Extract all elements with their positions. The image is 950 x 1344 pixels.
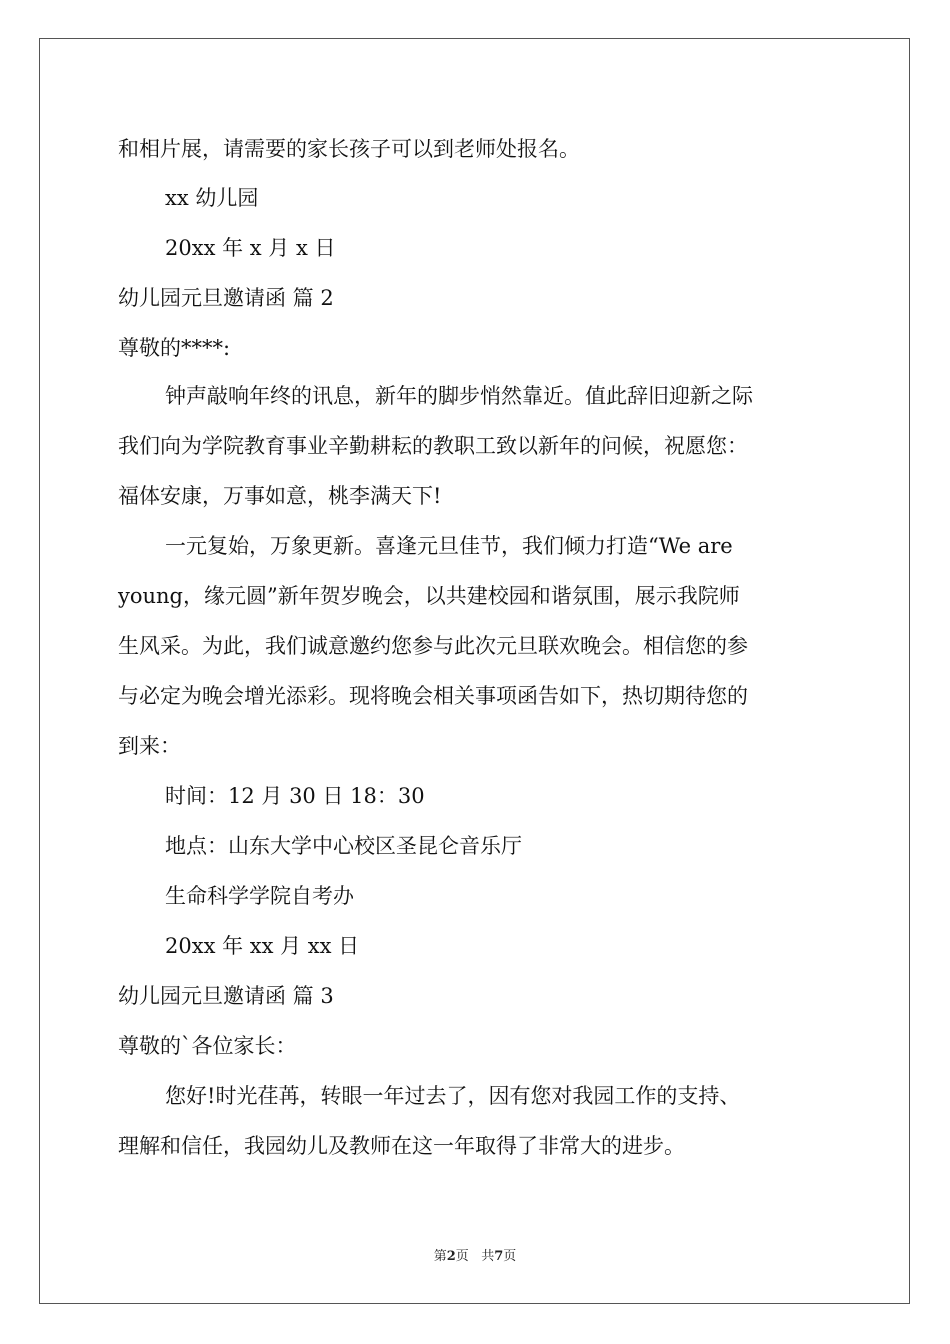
signature-date: 20xx 年 x 月 x 日 [165,236,336,260]
event-time: 时间：12 月 30 日 18：30 [165,784,425,808]
section-heading: 幼儿园元旦邀请函 篇 3 [118,984,334,1008]
body-text-line: 和相片展，请需要的家长孩子可以到老师处报名。 [118,137,580,161]
salutation: 尊敬的****: [118,336,231,360]
body-text-line: 生风采。为此，我们诚意邀约您参与此次元旦联欢晚会。相信您的参 [118,634,748,658]
footer-total-pages: 7 [494,1249,504,1264]
signature-date: 20xx 年 xx 月 xx 日 [165,934,360,958]
salutation: 尊敬的`各位家长： [118,1034,297,1058]
footer-page-suffix: 页 [455,1249,469,1264]
footer-page-number: 2 [446,1249,456,1264]
page-footer [0,1245,950,1264]
signature-org: xx 幼儿园 [165,186,259,210]
section-heading: 幼儿园元旦邀请函 篇 2 [118,286,334,310]
body-text-line: 钟声敲响年终的讯息，新年的脚步悄然靠近。值此辞旧迎新之际 [165,384,753,408]
page-border [39,38,910,1304]
body-text-line: 福体安康，万事如意，桃李满天下! [118,484,442,508]
footer-page-prefix: 第 [433,1249,447,1264]
body-text-line: 与必定为晚会增光添彩。现将晚会相关事项函告如下，热切期待您的 [118,684,748,708]
body-text-line: 理解和信任，我园幼儿及教师在这一年取得了非常大的进步。 [118,1134,685,1158]
body-text-line: 我们向为学院教育事业辛勤耕耘的教职工致以新年的问候，祝愿您： [118,434,748,458]
event-location: 地点：山东大学中心校区圣昆仑音乐厅 [165,834,522,858]
body-text-line: young，缘元圆”新年贺岁晚会，以共建校园和谐氛围，展示我院师 [118,584,740,608]
footer-total-prefix: 共 [481,1249,495,1264]
signature-org: 生命科学学院自考办 [165,884,354,908]
body-text-line: 您好!时光荏苒，转眼一年过去了，因有您对我园工作的支持、 [165,1084,741,1108]
footer-total-suffix: 页 [503,1249,517,1264]
body-text-line: 到来： [118,734,181,758]
body-text-line: 一元复始，万象更新。喜逢元旦佳节，我们倾力打造“We are [165,534,733,558]
